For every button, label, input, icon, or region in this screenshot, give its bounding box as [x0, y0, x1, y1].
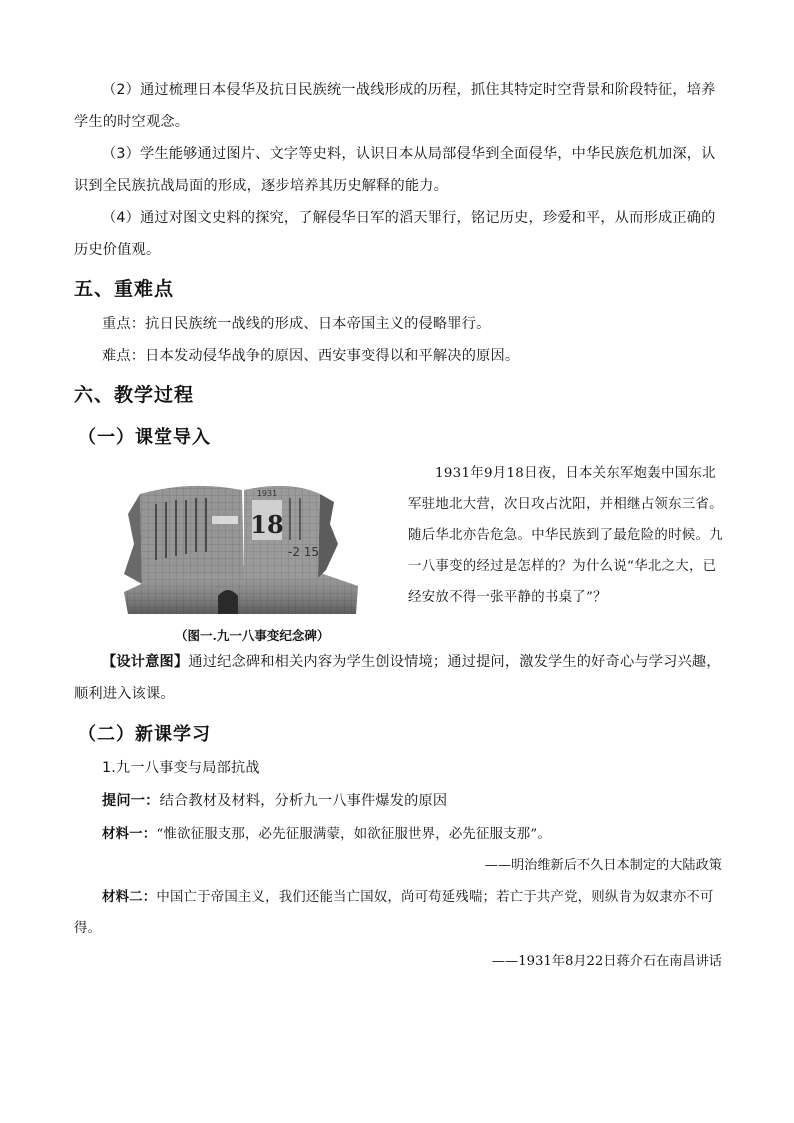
- material-2: [74, 882, 722, 944]
- sub-heading-intro: （一）课堂导入: [78, 427, 211, 448]
- question-1-label: 提问一：: [102, 793, 160, 809]
- material-1-label: 材料一：: [102, 826, 157, 842]
- material-1: [74, 818, 722, 851]
- sub-heading-new-lesson: （二）新课学习: [78, 724, 211, 745]
- stone-day: 18: [250, 510, 284, 539]
- stone-year: 1931: [256, 489, 278, 498]
- goal-3: （3）学生能够通过图片、文字等史料，认识日本从局部侵华到全面侵华，中华民族危机加深，认识到全民族抗战局面的形成，逐步培养其历史解释的能力。: [74, 146, 716, 194]
- material-1-text: “惟欲征服支那，必先征服满蒙，如欲征服世界，必先征服支那”。: [156, 827, 552, 842]
- question-1: [74, 785, 722, 817]
- design-intent: [74, 646, 722, 710]
- material-2-source: ——1931年8月22日蒋介石在南昌讲话: [491, 954, 722, 969]
- topic-1: 1.九一八事变与局部抗战: [102, 760, 260, 776]
- design-intent-label: 【设计意图】: [102, 654, 189, 670]
- key-point: 重点：抗日民族统一战线的形成、日本帝国主义的侵略罪行。: [102, 316, 491, 332]
- design-intent-text: 通过纪念碑和相关内容为学生创设情境；通过提问，激发学生的好奇心与学习兴趣，顺利进入该课。: [74, 654, 721, 702]
- monument-image: [120, 474, 362, 618]
- stone-numbers: -2 15: [288, 545, 320, 559]
- goal-4: （4）通过对图文史料的探究，了解侵华日军的滔天罪行，铭记历史，珍爱和平，从而形成正确的历史价值观。: [74, 210, 716, 258]
- question-1-text: 结合教材及材料，分析九一八事件爆发的原因: [159, 793, 448, 809]
- material-1-source: ——明治维新后不久日本制定的大陆政策: [484, 858, 722, 873]
- section-6-heading: 六、教学过程: [74, 384, 195, 406]
- goal-2: （2）通过梳理日本侵华及抗日民族统一战线形成的历程，抓住其特定时空背景和阶段特征，培养学生的时空观念。: [74, 82, 716, 130]
- intro-text: 1931年9月18日夜，日本关东军炮轰中国东北军驻地北大营，次日攻占沈阳，并相继占领东三省。随后华北亦告危急。中华民族到了最危险的时候。九一八事变的经过是怎样的？为什么说“华北之大，已经安放不得一张平静的书桌了”？: [408, 466, 723, 605]
- section-5-heading: 五、重难点: [74, 278, 175, 300]
- material-2-label: 材料二：: [102, 889, 157, 905]
- difficult-point: 难点：日本发动侵华战争的原因、西安事变得以和平解决的原因。: [102, 348, 520, 364]
- figure-caption: （图一.九一八事变纪念碑）: [175, 628, 330, 643]
- material-2-text: 中国亡于帝国主义，我们还能当亡国奴，尚可苟延残喘；若亡于共产党，则纵肯为奴隶亦不可得。: [74, 890, 714, 936]
